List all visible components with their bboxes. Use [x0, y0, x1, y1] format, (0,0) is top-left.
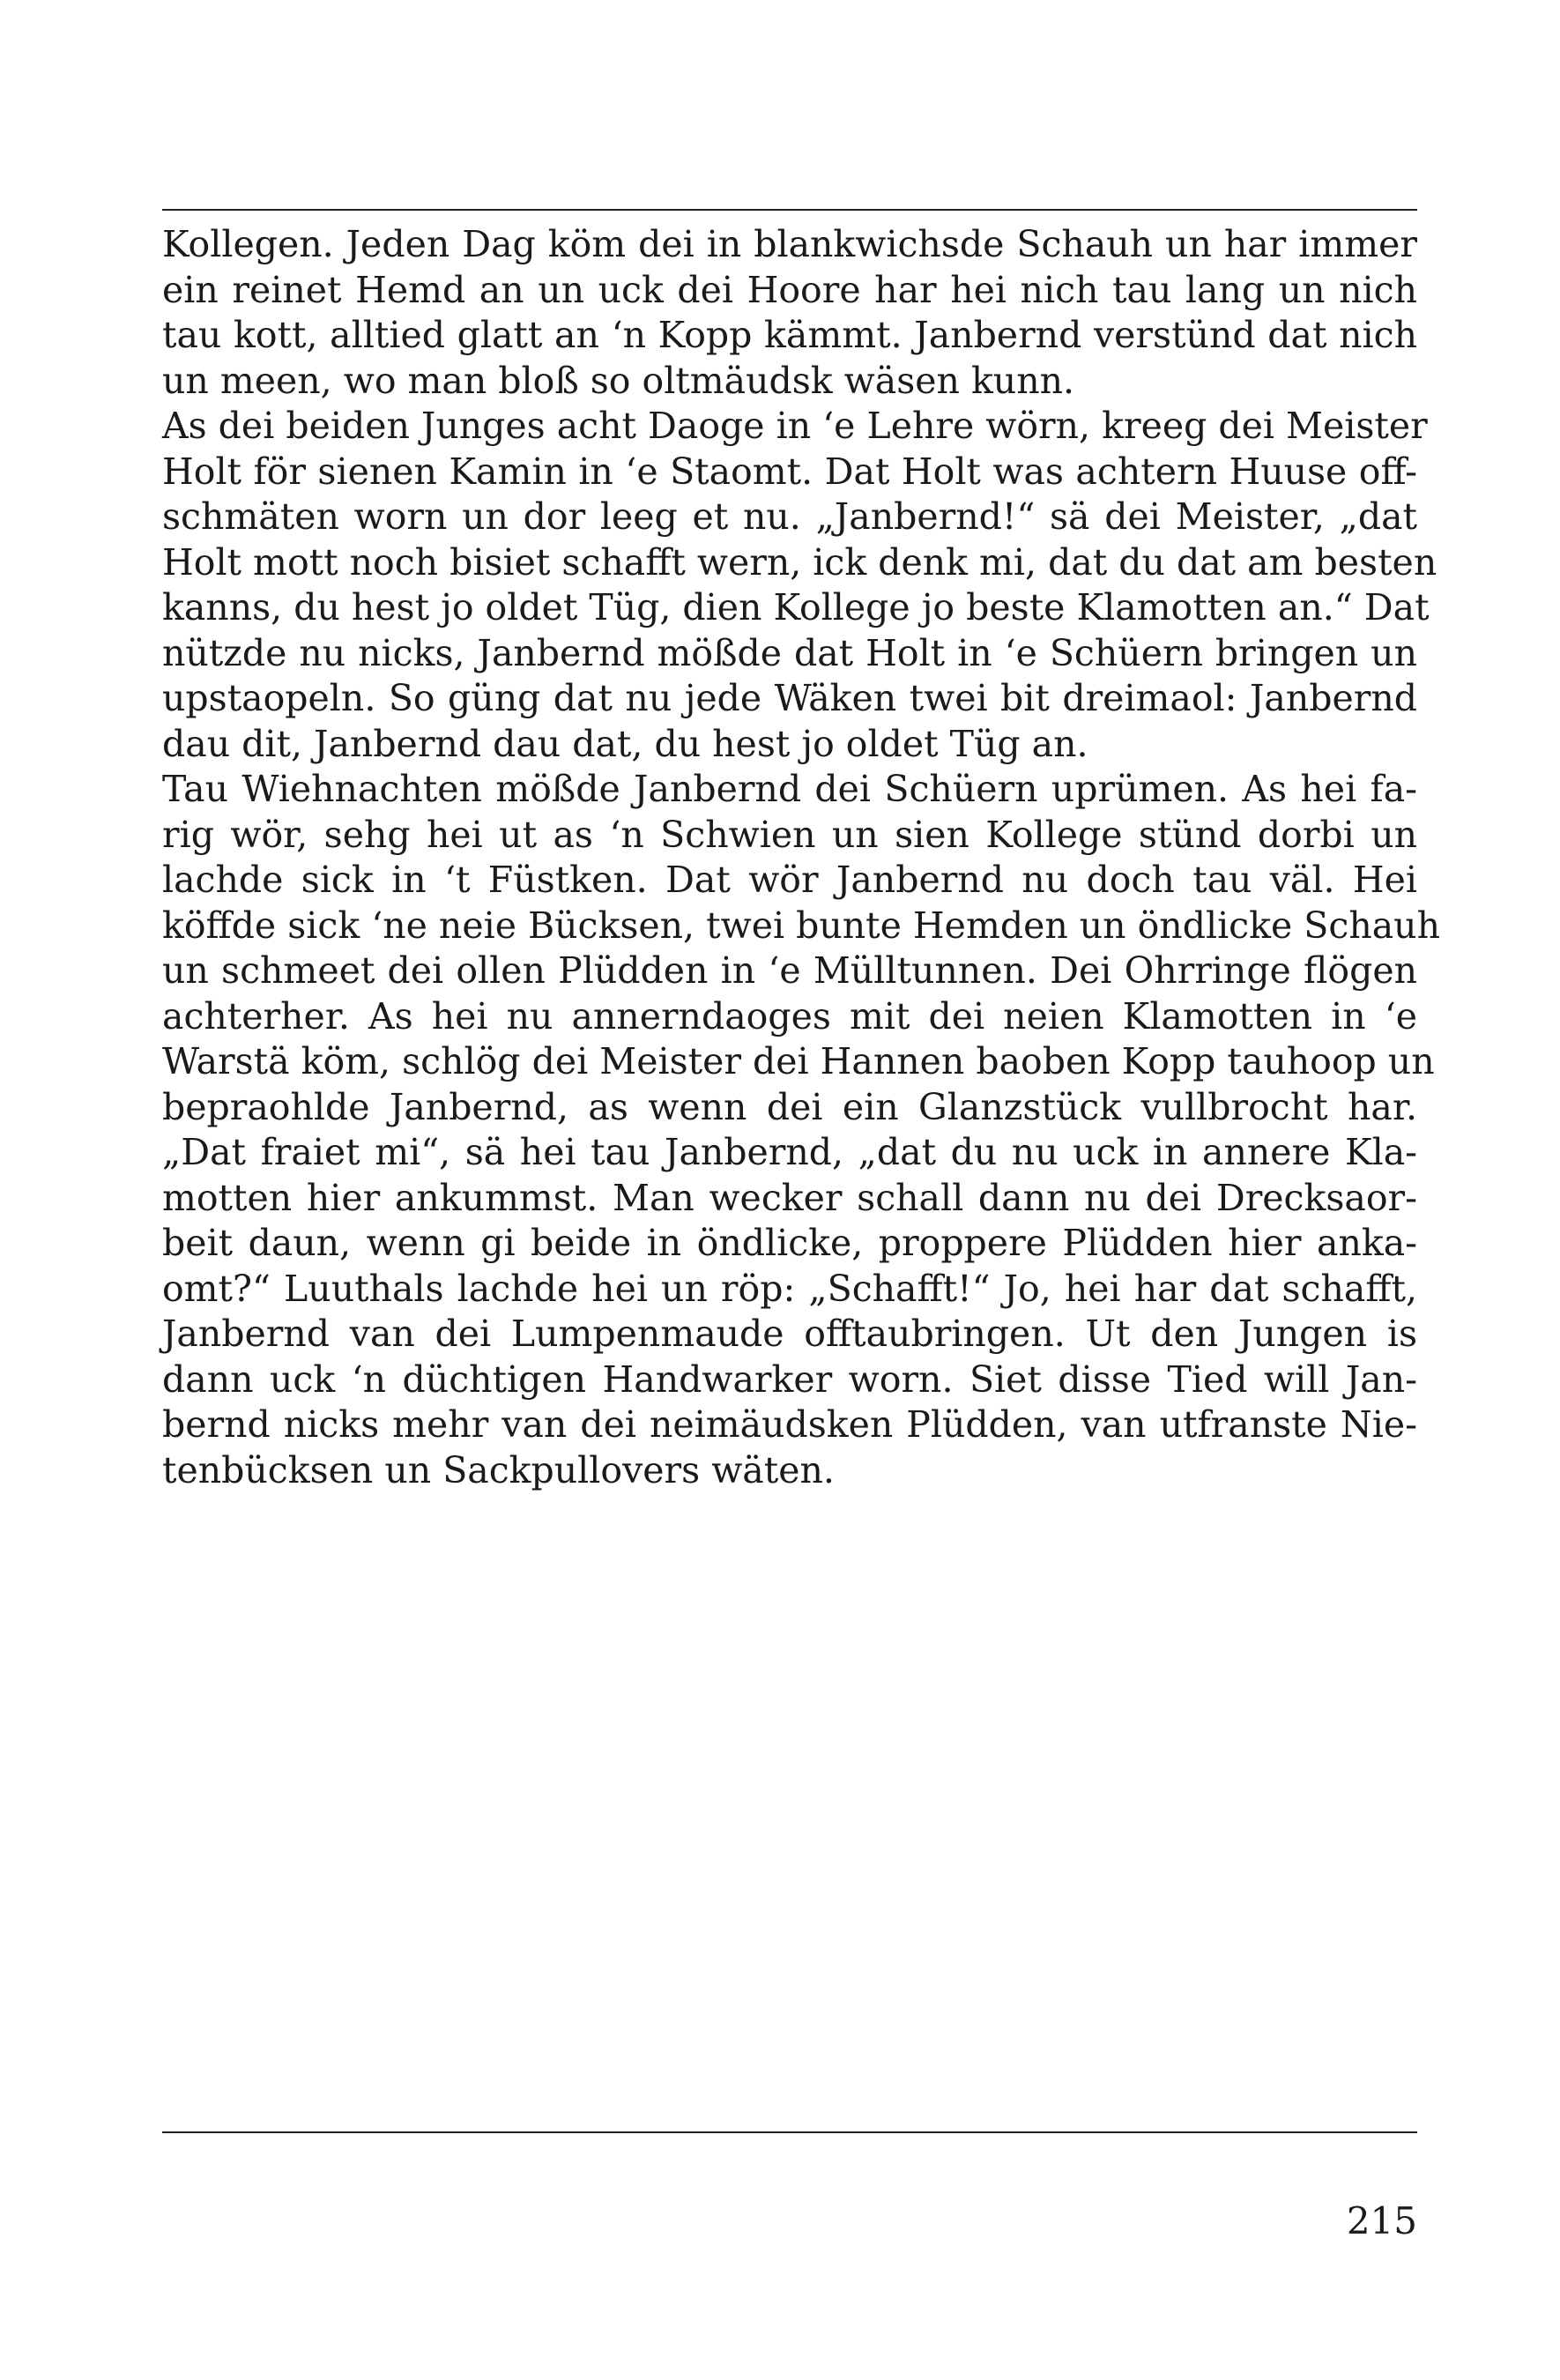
text-line: nützde nu nicks, Janbernd mößde dat Holt in ‘e Schüern bringen un [162, 631, 1417, 674]
text-line: schmäten worn un dor leeg et nu. „Janbernd!“ sä dei Meister, „dat [162, 495, 1417, 538]
text-line: Tau Wiehnachten mößde Janbernd dei Schüern uprümen. As hei fa- [162, 768, 1417, 810]
text-line: köffde sick ‘ne neie Bücksen, twei bunte Hemden un öndlicke Schauh [162, 904, 1440, 947]
text-line: Kollegen. Jeden Dag köm dei in blankwichsde Schauh un har immer [162, 223, 1417, 265]
text-line: tenbücksen un Sackpullovers wäten. [162, 1448, 835, 1491]
text-line: ein reinet Hemd an un uck dei Hoore har hei nich tau lang un nich [162, 268, 1417, 311]
paragraph [162, 222, 1417, 404]
paragraph [162, 767, 1440, 1493]
bottom-rule [162, 2131, 1417, 2133]
paragraph [162, 404, 1437, 767]
text-line: kanns, du hest jo oldet Tüg, dien Kollege jo beste Klamotten an.“ Dat [162, 586, 1430, 628]
text-line: rig wör, sehg hei ut as ‘n Schwien un sien Kollege stünd dorbi un [162, 813, 1417, 856]
text-line: Warstä köm, schlög dei Meister dei Hannen baoben Kopp tauhoop un [162, 1040, 1435, 1082]
text-line: As dei beiden Junges acht Daoge in ‘e Lehre wörn, kreeg dei Meister [162, 405, 1428, 447]
text-line: „Dat fraiet mi“, sä hei tau Janbernd, „dat du nu uck in annere Kla- [162, 1131, 1417, 1173]
text-line: achterher. As hei nu annerndaoges mit dei neien Klamotten in ‘e [162, 994, 1417, 1038]
text-line: Holt för sienen Kamin in ‘e Staomt. Dat Holt was achtern Huuse off- [162, 450, 1417, 493]
text-line: dann uck ‘n düchtigen Handwarker worn. Siet disse Tied will Jan- [162, 1357, 1417, 1401]
text-line: bernd nicks mehr van dei neimäudsken Plüdden, van utfranste Nie- [162, 1403, 1417, 1446]
text-line: bepraohlde Janbernd, as wenn dei ein Glanzstück vullbrocht har. [162, 1085, 1417, 1128]
text-line: motten hier ankummst. Man wecker schall dann nu dei Drecksaor- [162, 1176, 1417, 1219]
text-line: lachde sick in ‘t Füstken. Dat wör Janbernd nu doch tau väl. Hei [162, 859, 1417, 901]
text-line: un meen, wo man bloß so oltmäudsk wäsen kunn. [162, 359, 1075, 402]
text-line: un schmeet dei ollen Plüdden in ‘e Mülltunnen. Dei Ohrringe flögen [162, 949, 1417, 992]
text-line: beit daun, wenn gi beide in öndlicke, proppere Plüdden hier anka- [162, 1222, 1417, 1264]
top-rule [162, 209, 1417, 211]
page-number: 215 [1346, 2199, 1417, 2242]
text-line: Holt mott noch bisiet schafft wern, ick denk mi, dat du dat am besten [162, 540, 1437, 584]
body-text [162, 222, 1440, 1493]
text-line: dau dit, Janbernd dau dat, du hest jo oldet Tüg an. [162, 722, 1088, 765]
text-line: tau kott, alltied glatt an ‘n Kopp kämmt. Janbernd verstünd dat nich [162, 314, 1417, 356]
text-line: omt?“ Luuthals lachde hei un röp: „Schafft!“ Jo, hei har dat schafft, [162, 1267, 1417, 1310]
text-line: Janbernd van dei Lumpenmaude offtaubringen. Ut den Jungen is [162, 1313, 1417, 1355]
text-line: upstaopeln. So güng dat nu jede Wäken twei bit dreimaol: Janbernd [162, 677, 1417, 719]
